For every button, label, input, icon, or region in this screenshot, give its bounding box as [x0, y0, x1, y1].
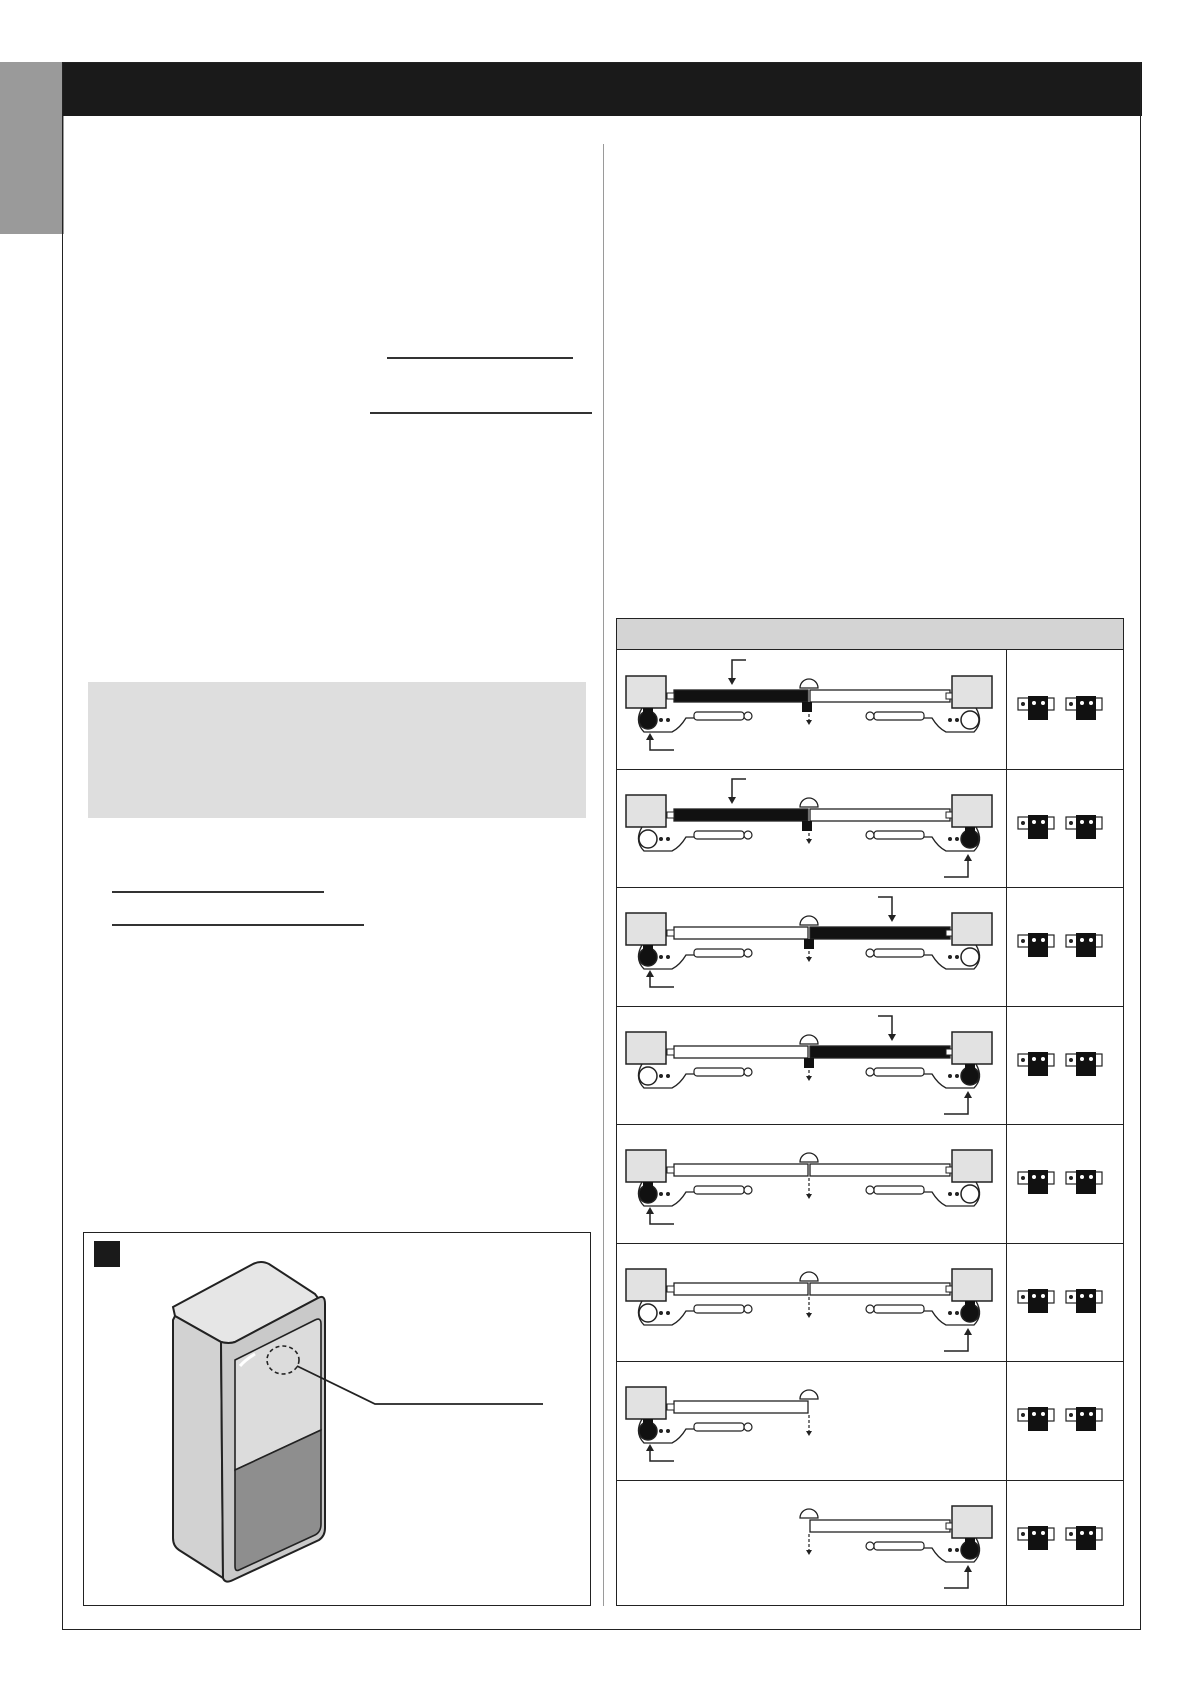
underline-rule: [387, 357, 573, 359]
jumper-switches: [1014, 1524, 1109, 1554]
jumper-switches: [1014, 1405, 1109, 1435]
control-unit-illustration: [83, 1232, 591, 1606]
gate-diagram-single-left: [616, 1361, 1006, 1479]
underline-rule: [370, 412, 592, 414]
gate-diagram-both-close-right: [616, 1006, 1006, 1124]
table-column-separator: [1006, 650, 1007, 1606]
jumper-switches: [1014, 813, 1109, 843]
jumper-switches: [1014, 1050, 1109, 1080]
jumper-switches: [1014, 694, 1109, 724]
gate-diagram-equal-left: [616, 1124, 1006, 1242]
jumper-switches: [1014, 1168, 1109, 1198]
jumper-switches: [1014, 931, 1109, 961]
jumper-switches: [1014, 1287, 1109, 1317]
note-box: [88, 682, 586, 818]
underline-rule: [112, 891, 324, 893]
section-tab-marker: [0, 62, 64, 234]
gate-diagram-both-open-left: [616, 650, 1006, 768]
gate-diagram-single-right: [616, 1480, 1006, 1598]
column-divider: [603, 144, 604, 1606]
gate-diagram-equal-right: [616, 1243, 1006, 1361]
gate-diagram-both-close-left: [616, 887, 1006, 1005]
gate-diagram-both-open-right: [616, 769, 1006, 887]
table-header: [616, 618, 1124, 650]
underline-rule: [112, 924, 364, 926]
